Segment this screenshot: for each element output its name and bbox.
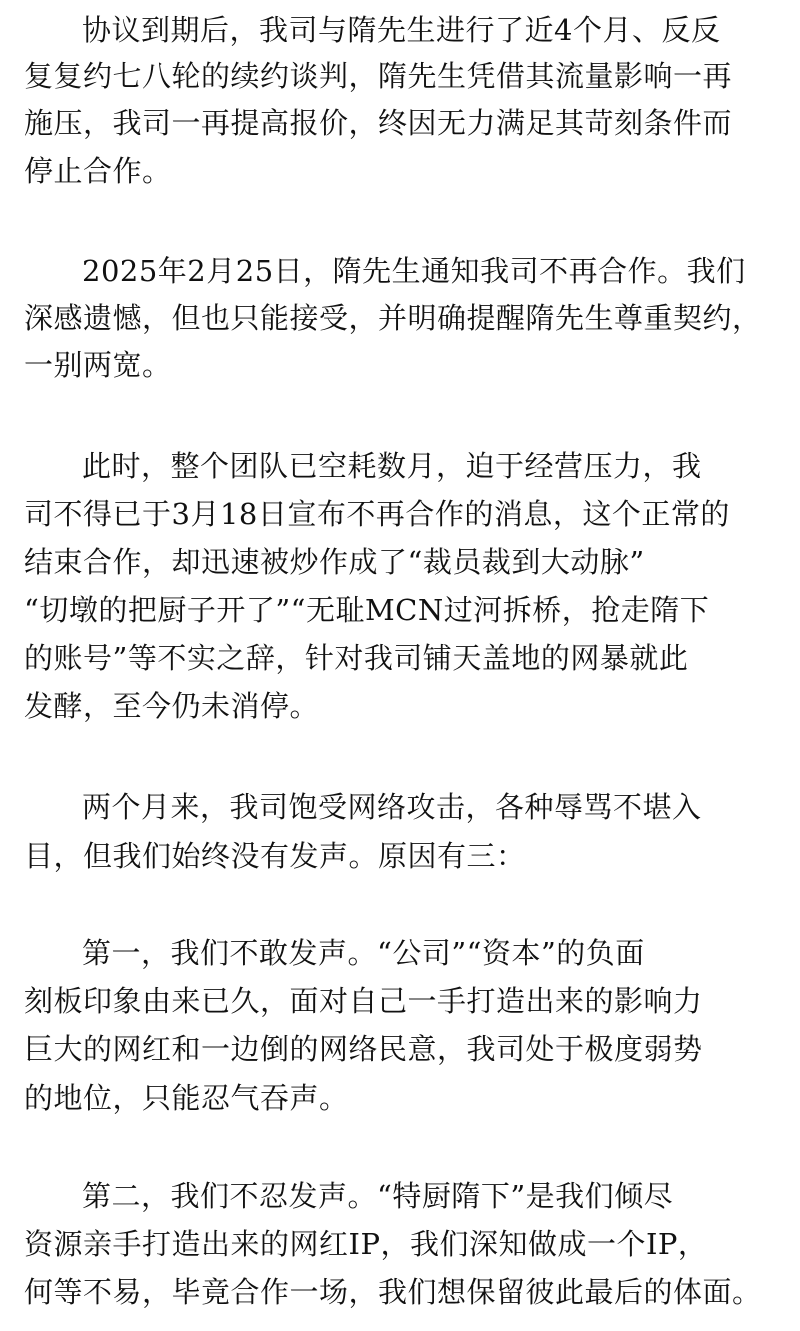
- paragraph-5-line-3: 巨大的网红和一边倒的网络民意，我司处于极度弱势: [24, 1032, 703, 1066]
- paragraph-1-line-3: 施压，我司一再提高报价，终因无力满足其苛刻条件而: [24, 106, 733, 140]
- paragraph-1-line-1: 协议到期后，我司与隋先生进行了近4个月、反反: [82, 13, 721, 47]
- paragraph-3-line-4: “切墩的把厨子开了”“无耻MCN过河拆桥，抢走隋下: [24, 593, 710, 627]
- paragraph-3-line-3: 结束合作，却迅速被炒作成了“裁员裁到大动脉”: [24, 545, 645, 579]
- paragraph-3-line-2: 司不得已于3月18日宣布不再合作的消息，这个正常的: [24, 497, 730, 531]
- paragraph-2-line-1: 2025年2月25日，隋先生通知我司不再合作。我们: [82, 254, 746, 288]
- paragraph-1-line-2: 复复约七八轮的续约谈判，隋先生凭借其流量影响一再: [24, 59, 733, 93]
- paragraph-5-line-4: 的地位，只能忍气吞声。: [24, 1081, 349, 1115]
- paragraph-1-line-4: 停止合作。: [24, 154, 172, 188]
- paragraph-6-line-1: 第二，我们不忍发声。“特厨隋下”是我们倾尽: [82, 1179, 674, 1213]
- paragraph-3-line-5: 的账号”等不实之辞，针对我司铺天盖地的网暴就此: [24, 641, 689, 675]
- paragraph-3-line-1: 此时，整个团队已空耗数月，迫于经营压力，我: [82, 449, 702, 483]
- paragraph-3-line-6: 发酵，至今仍未消停。: [24, 689, 320, 723]
- paragraph-6-line-3: 何等不易，毕竟合作一场，我们想保留彼此最后的体面。: [24, 1275, 762, 1309]
- paragraph-4-line-1: 两个月来，我司饱受网络攻击，各种辱骂不堪入: [82, 790, 702, 824]
- paragraph-5-line-2: 刻板印象由来已久，面对自己一手打造出来的影响力: [24, 984, 703, 1018]
- paragraph-2-line-3: 一别两宽。: [24, 348, 172, 382]
- paragraph-4-line-2: 目，但我们始终没有发声。原因有三：: [24, 839, 526, 873]
- paragraph-2-line-2: 深感遗憾，但也只能接受，并明确提醒隋先生尊重契约，: [24, 301, 762, 335]
- paragraph-6-line-2: 资源亲手打造出来的网红IP，我们深知做成一个IP，: [24, 1227, 708, 1261]
- paragraph-5-line-1: 第一，我们不敢发声。“公司”“资本”的负面: [82, 936, 645, 970]
